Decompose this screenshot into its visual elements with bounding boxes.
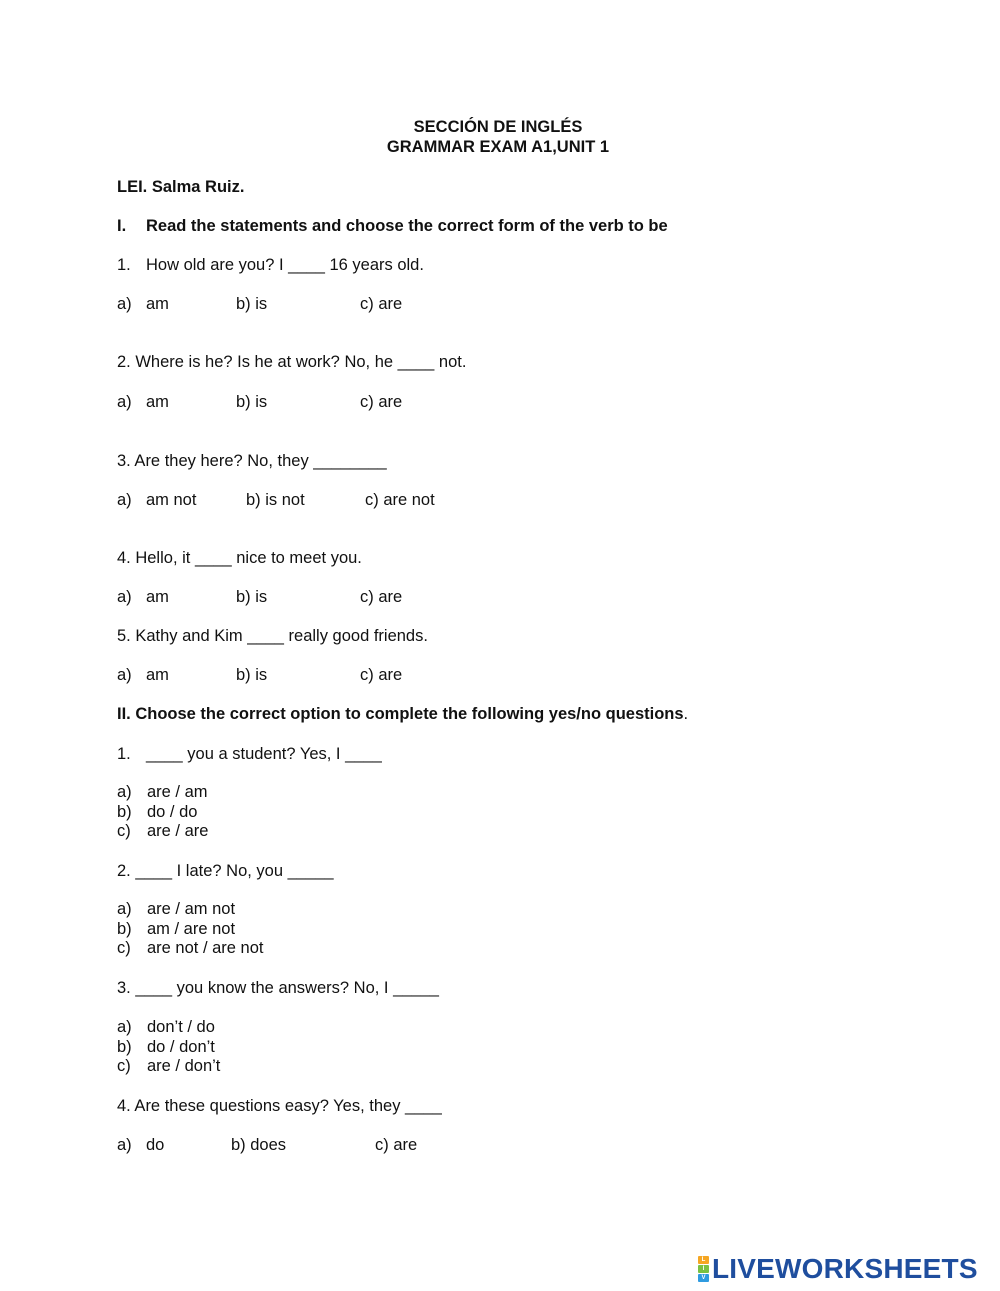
option-label: a) [117,1018,132,1036]
option-label: b) [117,802,132,821]
logo-cube: V [698,1274,709,1282]
option-a[interactable]: do [146,1136,165,1154]
option-a[interactable]: am [146,666,169,684]
option-label: a) [117,900,132,918]
option-label: a) [117,588,132,606]
option-b[interactable] [117,803,208,823]
section2-instruction: II. Choose the correct option to complete the following yes/no questions [117,705,684,723]
s1-q1-number: 1. [117,256,131,274]
option-a[interactable] [117,783,208,803]
option-a[interactable]: am [146,295,169,313]
s2-q4-text: 4. Are these questions easy? Yes, they ____ [117,1097,442,1115]
option-text: are not / are not [147,939,264,957]
option-label: a) [117,393,132,411]
option-label: a) [117,1136,132,1154]
option-a[interactable]: am [146,393,169,411]
s1-q2-text: 2. Where is he? Is he at work? No, he ____ not. [117,353,467,371]
option-c[interactable]: c) are [360,393,403,411]
option-b[interactable]: b) is [236,666,268,684]
s2-q3-options [117,1018,220,1077]
option-label: c) [117,1057,131,1075]
option-text: are / don’t [147,1057,221,1075]
s2-q2-text: 2. ____ I late? No, you _____ [117,862,334,880]
option-b[interactable]: b) is not [246,491,305,509]
option-text: am / are not [147,919,236,938]
option-label: a) [117,295,132,313]
option-label: a) [117,783,132,801]
s2-q2-options [117,900,264,959]
option-label: a) [117,666,132,684]
option-text: are / are [147,822,209,840]
s2-q1-text: ____ you a student? Yes, I ____ [146,745,382,763]
s2-q3-text: 3. ____ you know the answers? No, I _____ [117,979,439,997]
s1-q3-text: 3. Are they here? No, they ________ [117,452,387,470]
exam-title: GRAMMAR EXAM A1,UNIT 1 [386,138,610,156]
option-b[interactable] [117,1038,220,1058]
option-c[interactable]: c) are not [365,491,435,509]
s2-q1-number: 1. [117,745,131,763]
teacher-name: LEI. Salma Ruiz. [117,178,245,196]
option-c[interactable]: c) are [375,1136,418,1154]
logo-cubes-icon [698,1256,709,1282]
option-a[interactable]: am not [146,491,197,509]
logo-cube: L [698,1256,709,1264]
option-b[interactable]: b) is [236,295,268,313]
option-c[interactable]: c) are [360,666,403,684]
s2-q1-options [117,783,208,842]
logo-wordmark: LIVEWORKSHEETS [712,1253,978,1284]
option-c[interactable] [117,1057,220,1077]
option-text: do / don’t [147,1037,215,1056]
option-label: c) [117,822,131,840]
liveworksheets-logo [698,1253,978,1284]
option-label: c) [117,939,131,957]
option-c[interactable] [117,939,264,959]
s1-q5-text: 5. Kathy and Kim ____ really good friends. [117,627,428,645]
section2-period: . [683,705,689,723]
s1-q4-text: 4. Hello, it ____ nice to meet you. [117,549,362,567]
option-c[interactable]: c) are [360,295,403,313]
option-b[interactable]: b) does [231,1136,287,1154]
department-title: SECCIÓN DE INGLÉS [413,118,583,136]
option-c[interactable] [117,822,208,842]
option-text: are / am [147,783,208,801]
option-b[interactable]: b) is [236,588,268,606]
option-label: b) [117,1037,132,1056]
option-a[interactable] [117,1018,220,1038]
section1-numeral: I. [117,217,127,235]
option-text: are / am not [147,900,236,918]
section2-instruction-line [117,705,688,724]
option-text: do / do [147,802,198,821]
section1-instruction: Read the statements and choose the correct form of the verb to be [146,217,668,235]
logo-cube: I [698,1265,709,1273]
option-b[interactable]: b) is [236,393,268,411]
option-a[interactable] [117,900,264,920]
option-a[interactable]: am [146,588,169,606]
option-label: a) [117,491,132,509]
s1-q1-text: How old are you? I ____ 16 years old. [146,256,424,274]
option-b[interactable] [117,920,264,940]
option-c[interactable]: c) are [360,588,403,606]
option-text: don’t / do [147,1018,215,1036]
option-label: b) [117,919,132,938]
